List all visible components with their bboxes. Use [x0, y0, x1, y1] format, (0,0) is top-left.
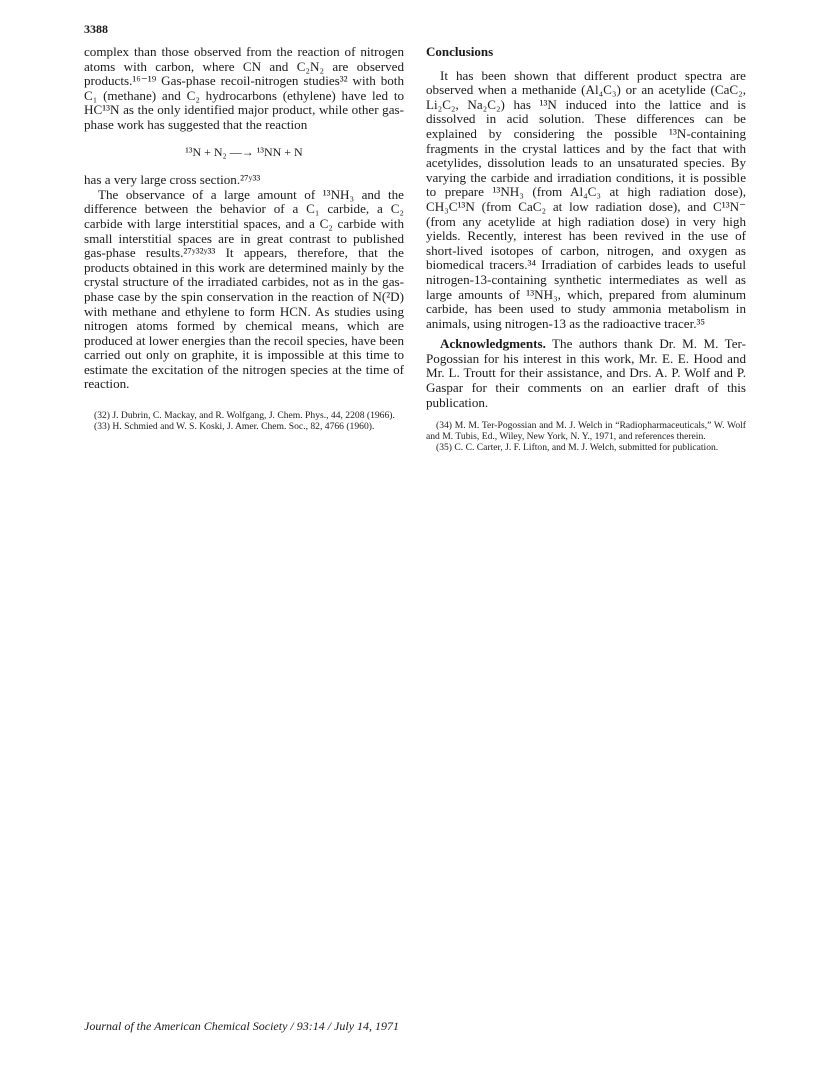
footnote-34: (34) M. M. Ter-Pogossian and M. J. Welch in “Radiopharmaceuticals,” W. Wolf and M. Tubis, Ed., Wiley, New York, N. Y., 1971, and references therein. [426, 420, 746, 443]
footnotes-left [84, 410, 404, 432]
footnote-35: (35) C. C. Carter, J. F. Lifton, and M. J. Welch, submitted for publication. [436, 442, 719, 454]
footnote-32: (32) J. Dubrin, C. Mackay, and R. Wolfgang, J. Chem. Phys., 44, 2208 (1966). [94, 410, 395, 422]
right-column [426, 45, 746, 453]
acknowledgments-title: Acknowledgments. [440, 336, 546, 352]
footnotes-right [426, 420, 746, 453]
conclusions-paragraph: It has been shown that different product spectra are observed when a methanide (Al₄C₃) or an acetylide (CaC₂, Li₂C₂, Na₂C₂) has ¹³N induced into the lattice and is dissolved in acid solution. These differences can be explained by considering the possible ¹³N-containing fragments in the crystal lattices and by the fact that with acetylides, dissolution leads to an unsaturated species. By varying the carbide and irradiation conditions, it is possible to prepare ¹³NH₃ (from Al₄C₃ at high radiation dose), CH₃C¹³N (from CaC₂ at low radiation dose), and C¹³N⁻ (from any acetylide at high radiation dose) in very high yields. Recently, interest has been revived in the use of short-lived isotopes of carbon, nitrogen, and oxygen as biomedical tracers.³⁴ Irradiation of carbides leads to useful nitrogen-13-containing synthetic intermediates as well as large amounts of ¹³NH₃, which, prepared from aluminum carbide, has been used to study ammonia metabolism in animals, using nitrogen-13 as the radioactive tracer.³⁵ [426, 67, 746, 331]
acknowledgments-paragraph [426, 337, 746, 410]
page-number: 3388 [84, 22, 108, 36]
acknowledgments-text: The authors thank Dr. M. M. Ter-Pogossian for his interest in this work, Mr. E. E. Hood and Mr. L. Troutt for their assistance, and Drs. A. P. Wolf and P. Gaspar for their comments on an earlier draft of this publication. [426, 336, 746, 410]
body-paragraph-3: The observance of a large amount of ¹³NH₃ and the difference between the behavior of a C₁ carbide, a C₂ carbide with large interstitial spaces, and a C₂ carbide with small interstitial spaces are in great contrast to published gas-phase results.²⁷ʸ³²ʸ³³ It appears, therefore, that the products obtained in this work are determined mainly by the crystal structure of the irradiated carbides, not as in the gas-phase case by the spin conservation in the reaction of N(²D) with methane and ethylene to form HCN. As studies using nitrogen atoms formed by chemical means, which are produced at lower energies than the recoil species, have been carried out only on graphite, it is impossible at this time to estimate the excitation of the nitrogen species at the time of reaction. [84, 186, 404, 392]
body-paragraph-2: has a very large cross section.²⁷ʸ³³ [84, 172, 261, 188]
journal-footer: Journal of the American Chemical Society / 93:14 / July 14, 1971 [84, 1019, 400, 1033]
conclusions-heading: Conclusions [426, 44, 494, 59]
body-paragraph-1: complex than those observed from the reaction of nitrogen atoms with carbon, where CN and C₂N₂ are observed products.¹⁶⁻¹⁹ Gas-phase recoil-nitrogen studies³² with both C₁ (methane) and C₂ hydrocarbons (ethylene) have led to HC¹³N as the only identified major product, while other gas-phase work has suggested that the reaction [84, 44, 404, 132]
left-column [84, 45, 404, 432]
footnote-33: (33) H. Schmied and W. S. Koski, J. Amer. Chem. Soc., 82, 4766 (1960). [94, 421, 375, 433]
reaction-equation: ¹³N + N₂ —→ ¹³NN + N [185, 144, 303, 159]
